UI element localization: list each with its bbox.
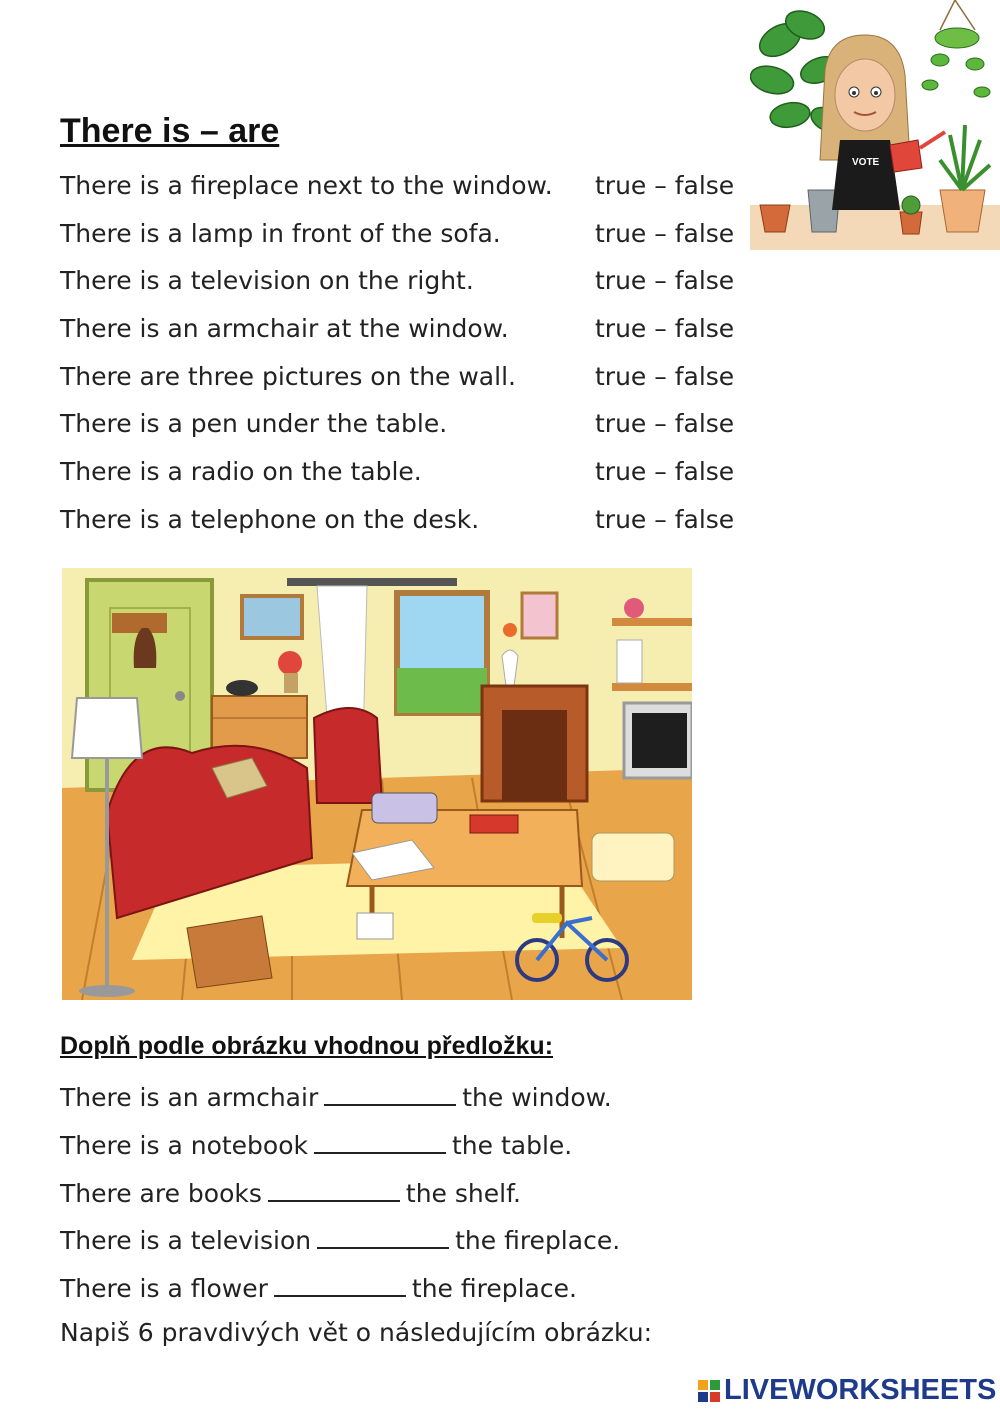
tf-row [60,457,740,497]
fill-after: the fireplace. [455,1226,621,1255]
tf-options[interactable]: true – false [595,314,735,343]
liveworksheets-icon [698,1380,720,1402]
tf-statement: There is a television on the right. [60,266,474,295]
tf-statement: There are three pictures on the wall. [60,362,516,391]
tf-options[interactable]: true – false [595,171,735,200]
tf-row [60,505,740,545]
worksheet-title: There is – are [60,112,280,150]
tf-options[interactable]: true – false [595,505,735,534]
fill-before: There is an armchair [60,1083,319,1112]
fill-before: There is a flower [60,1274,268,1303]
answer-blank[interactable] [317,1223,449,1249]
tf-options[interactable]: true – false [595,457,735,486]
tf-statement: There is an armchair at the window. [60,314,509,343]
section-heading: Doplň podle obrázku vhodnou předložku: [60,1032,554,1060]
logo-text: LIVEWORKSHEETS [724,1374,997,1406]
tf-options[interactable]: true – false [595,266,735,295]
answer-blank[interactable] [314,1128,446,1154]
tf-statement: There is a pen under the table. [60,409,448,438]
fill-row [60,1128,572,1166]
fill-after: the fireplace. [411,1274,577,1303]
fill-after: the window. [462,1083,612,1112]
tf-options[interactable]: true – false [595,409,735,438]
tf-row [60,219,740,259]
answer-blank[interactable] [268,1176,400,1202]
tf-statement: There is a radio on the table. [60,457,422,486]
fill-row [60,1271,577,1309]
badge-text: VOTE [852,157,880,168]
fill-row [60,1176,521,1214]
answer-blank[interactable] [324,1080,456,1106]
bitmoji-with-plants-illustration [750,0,1000,250]
fill-after: the shelf. [405,1179,522,1208]
tf-options[interactable]: true – false [595,362,735,391]
fill-row [60,1223,620,1261]
tf-statement: There is a fireplace next to the window. [60,171,553,200]
fill-row [60,1080,612,1118]
fill-after: the table. [452,1131,573,1160]
tf-row [60,266,740,306]
tf-options[interactable]: true – false [595,219,735,248]
answer-blank[interactable] [274,1271,406,1297]
tf-statement: There is a lamp in front of the sofa. [60,219,501,248]
fill-before: There is a television [60,1226,312,1255]
tf-row [60,362,740,402]
tf-statement: There is a telephone on the desk. [60,505,480,534]
fill-before: There is a notebook [60,1131,308,1160]
tf-row [60,409,740,449]
living-room-illustration [62,568,692,1000]
tf-row [60,171,740,211]
writing-task: Napiš 6 pravdivých vět o následujícím obrázku: [60,1318,653,1347]
fill-before: There are books [60,1179,262,1208]
tf-row [60,314,740,354]
